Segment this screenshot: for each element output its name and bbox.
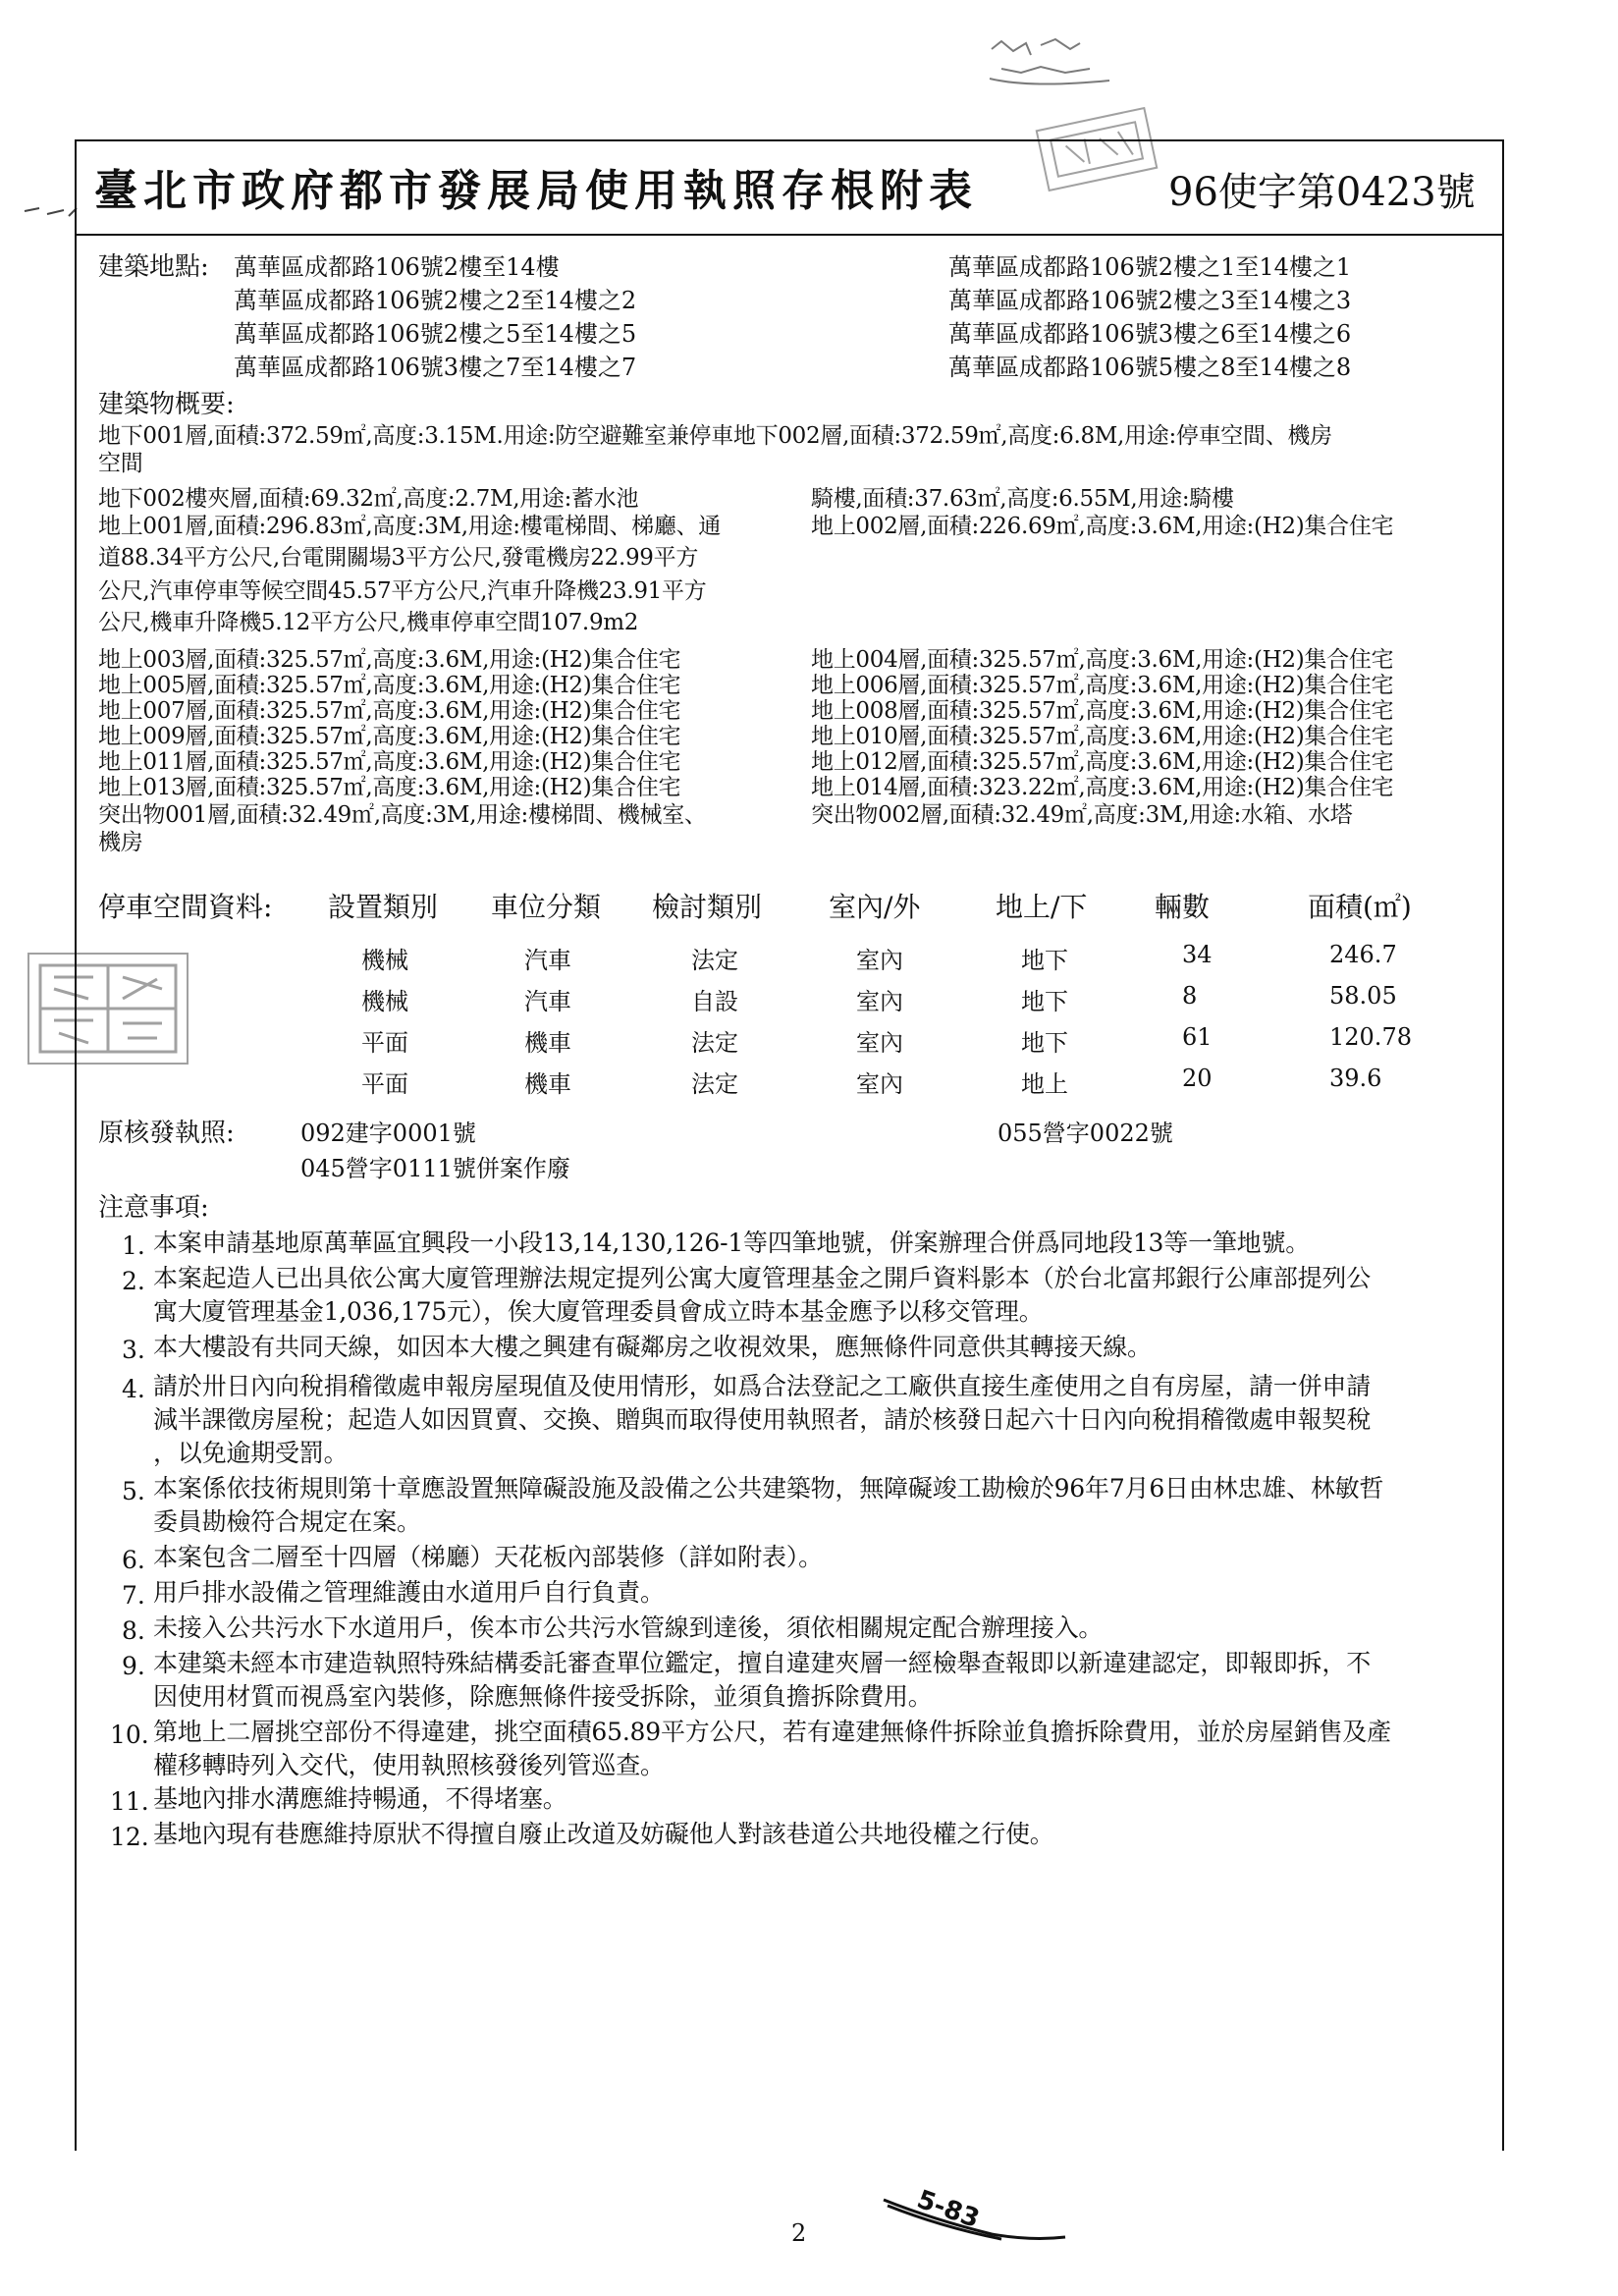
parking-cell: 平面 bbox=[361, 1070, 408, 1098]
note-text: 權移轉時列入交代，使用執照核發後列管巡查。 bbox=[153, 1751, 665, 1779]
note-text: 本案申請基地原萬華區宜興段一小段13,14,130,126-1等四筆地號，併案辦理合併爲同地段13等一筆地號。 bbox=[153, 1229, 1311, 1257]
parking-cell: 246.7 bbox=[1329, 941, 1397, 968]
parking-cell: 室內 bbox=[856, 1029, 903, 1057]
parking-cell: 室內 bbox=[856, 1070, 903, 1098]
overview-basement-2-mezzanine: 地下002樓夾層,面積:69.32㎡,高度:2.7M,用途:蓄水池 bbox=[98, 486, 639, 512]
parking-header-count: 輛數 bbox=[1155, 891, 1211, 923]
parking-cell: 法定 bbox=[691, 1029, 738, 1057]
parking-cell: 法定 bbox=[691, 947, 738, 974]
parking-cell: 室內 bbox=[856, 947, 903, 974]
parking-cell: 汽車 bbox=[524, 988, 571, 1015]
overview-floor: 地上005層,面積:325.57㎡,高度:3.6M,用途:(H2)集合住宅 bbox=[98, 673, 681, 698]
note-text: 第地上二層挑空部份不得違建，挑空面積65.89平方公尺，若有違建無條件拆除並負擔拆除費用，並於房屋銷售及產 bbox=[153, 1718, 1391, 1746]
page-number: 2 bbox=[791, 2219, 807, 2247]
note-number: 7. bbox=[122, 1581, 145, 1610]
note-number: 2. bbox=[122, 1267, 145, 1295]
parking-cell: 汽車 bbox=[524, 947, 571, 974]
note-text: 基地內排水溝應維持暢通，不得堵塞。 bbox=[153, 1784, 567, 1813]
note-text: 本建築未經本市建造執照特殊結構委託審查單位鑑定，擅自違建夾層一經檢舉查報即以新違建認定，即報即拆，不 bbox=[153, 1649, 1372, 1677]
original-license-label: 原核發執照: bbox=[98, 1119, 235, 1148]
parking-cell: 地下 bbox=[1021, 947, 1068, 974]
header-divider bbox=[75, 234, 1502, 236]
note-text: 基地內現有巷應維持原狀不得擅自廢止改道及妨礙他人對該巷道公共地役權之行使。 bbox=[153, 1820, 1054, 1848]
overview-floor: 地上013層,面積:325.57㎡,高度:3.6M,用途:(H2)集合住宅 bbox=[98, 775, 681, 800]
parking-cell: 機械 bbox=[361, 988, 408, 1015]
parking-cell: 平面 bbox=[361, 1029, 408, 1057]
overview-basement-1-cont: 空間 bbox=[98, 451, 143, 476]
parking-cell: 法定 bbox=[691, 1070, 738, 1098]
note-number: 9. bbox=[122, 1652, 145, 1680]
overview-basement-1: 地下001層,面積:372.59㎡,高度:3.15M.用途:防空避難室兼停車地下002層,面積:372.59㎡,高度:6.8M,用途:停車空間、機房 bbox=[98, 423, 1332, 449]
site-address-left: 萬華區成都路106號2樓之2至14樓之2 bbox=[234, 287, 637, 314]
site-address-left: 萬華區成都路106號2樓至14樓 bbox=[234, 253, 560, 281]
overview-floor: 地上004層,面積:325.57㎡,高度:3.6M,用途:(H2)集合住宅 bbox=[811, 647, 1394, 673]
overview-floor: 地上009層,面積:325.57㎡,高度:3.6M,用途:(H2)集合住宅 bbox=[98, 724, 681, 749]
parking-cell: 20 bbox=[1182, 1065, 1213, 1092]
overview-floor: 地上012層,面積:325.57㎡,高度:3.6M,用途:(H2)集合住宅 bbox=[811, 749, 1394, 775]
note-text: 本案係依技術規則第十章應設置無障礙設施及設備之公共建築物，無障礙竣工勘檢於96年7月6日由林忠雄、林敏哲 bbox=[153, 1474, 1384, 1503]
overview-floor: 地上003層,面積:325.57㎡,高度:3.6M,用途:(H2)集合住宅 bbox=[98, 647, 681, 673]
site-address-left: 萬華區成都路106號3樓之7至14樓之7 bbox=[234, 354, 637, 381]
handwritten-page-mark-label: 5-83 bbox=[913, 2184, 984, 2235]
note-text: 本案包含二層至十四層（梯廳）天花板內部裝修（詳如附表）。 bbox=[153, 1543, 823, 1571]
parking-header-level: 地上/下 bbox=[996, 891, 1088, 923]
parking-label: 停車空間資料: bbox=[98, 891, 273, 923]
note-text: 寓大廈管理基金1,036,175元），俟大廈管理委員會成立時本基金應予以移交管理。 bbox=[153, 1297, 1044, 1326]
overview-label: 建築物概要: bbox=[98, 390, 235, 419]
overview-roof-1-cont: 機房 bbox=[98, 830, 143, 855]
note-text: 本大樓設有共同天線，如因本大樓之興建有礙鄰房之收視效果，應無條件同意供其轉接天線。 bbox=[153, 1333, 1152, 1361]
overview-floor-1: 地上001層,面積:296.83㎡,高度:3M,用途:樓電梯間、梯廳、通 bbox=[98, 514, 721, 539]
original-license-item: 092建字0001號 bbox=[300, 1120, 476, 1147]
overview-floor: 地上010層,面積:325.57㎡,高度:3.6M,用途:(H2)集合住宅 bbox=[811, 724, 1394, 749]
overview-floor: 地上006層,面積:325.57㎡,高度:3.6M,用途:(H2)集合住宅 bbox=[811, 673, 1394, 698]
note-text: 請於卅日內向稅捐稽徵處申報房屋現值及使用情形，如爲合法登記之工廠供直接生產使用之自有房屋，請一併申請 bbox=[153, 1372, 1372, 1400]
site-address-right: 萬華區成都路106號5樓之8至14樓之8 bbox=[948, 354, 1352, 381]
note-number: 6. bbox=[122, 1546, 145, 1574]
parking-header-area: 面積(㎡) bbox=[1308, 891, 1412, 923]
overview-floor-1: 公尺,汽車停車等候空間45.57平方公尺,汽車升降機23.91平方 bbox=[98, 578, 707, 604]
note-number: 1. bbox=[122, 1231, 145, 1260]
parking-cell: 機車 bbox=[524, 1070, 571, 1098]
left-edge-mark bbox=[20, 196, 79, 226]
parking-cell: 地上 bbox=[1021, 1070, 1068, 1098]
overview-floor: 地上008層,面積:325.57㎡,高度:3.6M,用途:(H2)集合住宅 bbox=[811, 698, 1394, 724]
parking-cell: 地下 bbox=[1021, 1029, 1068, 1057]
note-number: 8. bbox=[122, 1616, 145, 1645]
parking-cell: 58.05 bbox=[1329, 982, 1397, 1010]
note-text: 減半課徵房屋稅；起造人如因買賣、交換、贈與而取得使用執照者，請於核發日起六十日內向稅捐稽徵處申報契稅 bbox=[153, 1405, 1372, 1434]
parking-cell: 61 bbox=[1182, 1023, 1213, 1051]
note-text: 本案起造人已出具依公寓大廈管理辦法規定提列公寓大廈管理基金之開戶資料影本（於台北富邦銀行公庫部提列公 bbox=[153, 1264, 1372, 1292]
overview-arcade: 騎樓,面積:37.63㎡,高度:6.55M,用途:騎樓 bbox=[811, 486, 1234, 512]
note-number: 4. bbox=[122, 1375, 145, 1403]
overview-floor: 地上011層,面積:325.57㎡,高度:3.6M,用途:(H2)集合住宅 bbox=[98, 749, 681, 775]
overview-floor: 地上014層,面積:323.22㎡,高度:3.6M,用途:(H2)集合住宅 bbox=[811, 775, 1394, 800]
overview-floor-1: 公尺,機車升降機5.12平方公尺,機車停車空間107.9m2 bbox=[98, 610, 639, 635]
site-label: 建築地點: bbox=[98, 252, 209, 282]
parking-header-type: 設置類別 bbox=[328, 891, 439, 923]
parking-header-indoor: 室內/外 bbox=[829, 891, 921, 923]
parking-cell: 8 bbox=[1182, 982, 1198, 1010]
top-stamp-smudge bbox=[972, 29, 1129, 108]
document-title: 臺北市政府都市發展局使用執照存根附表 bbox=[94, 166, 978, 216]
permit-number: 96使字第0423號 bbox=[1168, 170, 1476, 215]
overview-floor-1: 道88.34平方公尺,台電開關場3平方公尺,發電機房22.99平方 bbox=[98, 545, 699, 571]
handwritten-page-mark bbox=[874, 2180, 1080, 2249]
note-text: 未接入公共污水下水道用戶，俟本市公共污水管線到達後，須依相關規定配合辦理接入。 bbox=[153, 1613, 1104, 1642]
note-text: ，以免逾期受罰。 bbox=[153, 1439, 349, 1467]
note-number: 10. bbox=[110, 1721, 149, 1749]
notes-label: 注意事項: bbox=[98, 1193, 209, 1223]
site-address-left: 萬華區成都路106號2樓之5至14樓之5 bbox=[234, 320, 637, 348]
parking-header-vehicle: 車位分類 bbox=[491, 891, 602, 923]
site-address-right: 萬華區成都路106號2樓之1至14樓之1 bbox=[948, 253, 1352, 281]
site-address-right: 萬華區成都路106號3樓之6至14樓之6 bbox=[948, 320, 1352, 348]
note-text: 因使用材質而視爲室內裝修，除應無條件接受拆除，並須負擔拆除費用。 bbox=[153, 1682, 933, 1711]
parking-cell: 39.6 bbox=[1329, 1065, 1382, 1092]
note-text: 委員勘檢符合規定在案。 bbox=[153, 1507, 421, 1536]
parking-header-review: 檢討類別 bbox=[652, 891, 763, 923]
overview-floor: 地上007層,面積:325.57㎡,高度:3.6M,用途:(H2)集合住宅 bbox=[98, 698, 681, 724]
note-number: 3. bbox=[122, 1336, 145, 1364]
site-address-right: 萬華區成都路106號2樓之3至14樓之3 bbox=[948, 287, 1352, 314]
parking-cell: 120.78 bbox=[1329, 1023, 1412, 1051]
overview-roof-2: 突出物002層,面積:32.49㎡,高度:3M,用途:水箱、水塔 bbox=[811, 802, 1353, 828]
overview-roof-1: 突出物001層,面積:32.49㎡,高度:3M,用途:樓梯間、機械室、 bbox=[98, 802, 707, 828]
note-number: 11. bbox=[110, 1787, 149, 1816]
parking-cell: 室內 bbox=[856, 988, 903, 1015]
note-number: 12. bbox=[110, 1823, 149, 1851]
parking-cell: 地下 bbox=[1021, 988, 1068, 1015]
parking-cell: 自設 bbox=[691, 988, 738, 1015]
original-license-item: 055營字0022號 bbox=[998, 1120, 1173, 1147]
parking-cell: 機車 bbox=[524, 1029, 571, 1057]
note-number: 5. bbox=[122, 1477, 145, 1505]
overview-floor-2: 地上002層,面積:226.69㎡,高度:3.6M,用途:(H2)集合住宅 bbox=[811, 514, 1394, 539]
note-text: 用戶排水設備之管理維護由水道用戶自行負責。 bbox=[153, 1578, 665, 1607]
original-license-item: 045營字0111號併案作廢 bbox=[300, 1155, 570, 1182]
parking-cell: 34 bbox=[1182, 941, 1213, 968]
parking-cell: 機械 bbox=[361, 947, 408, 974]
